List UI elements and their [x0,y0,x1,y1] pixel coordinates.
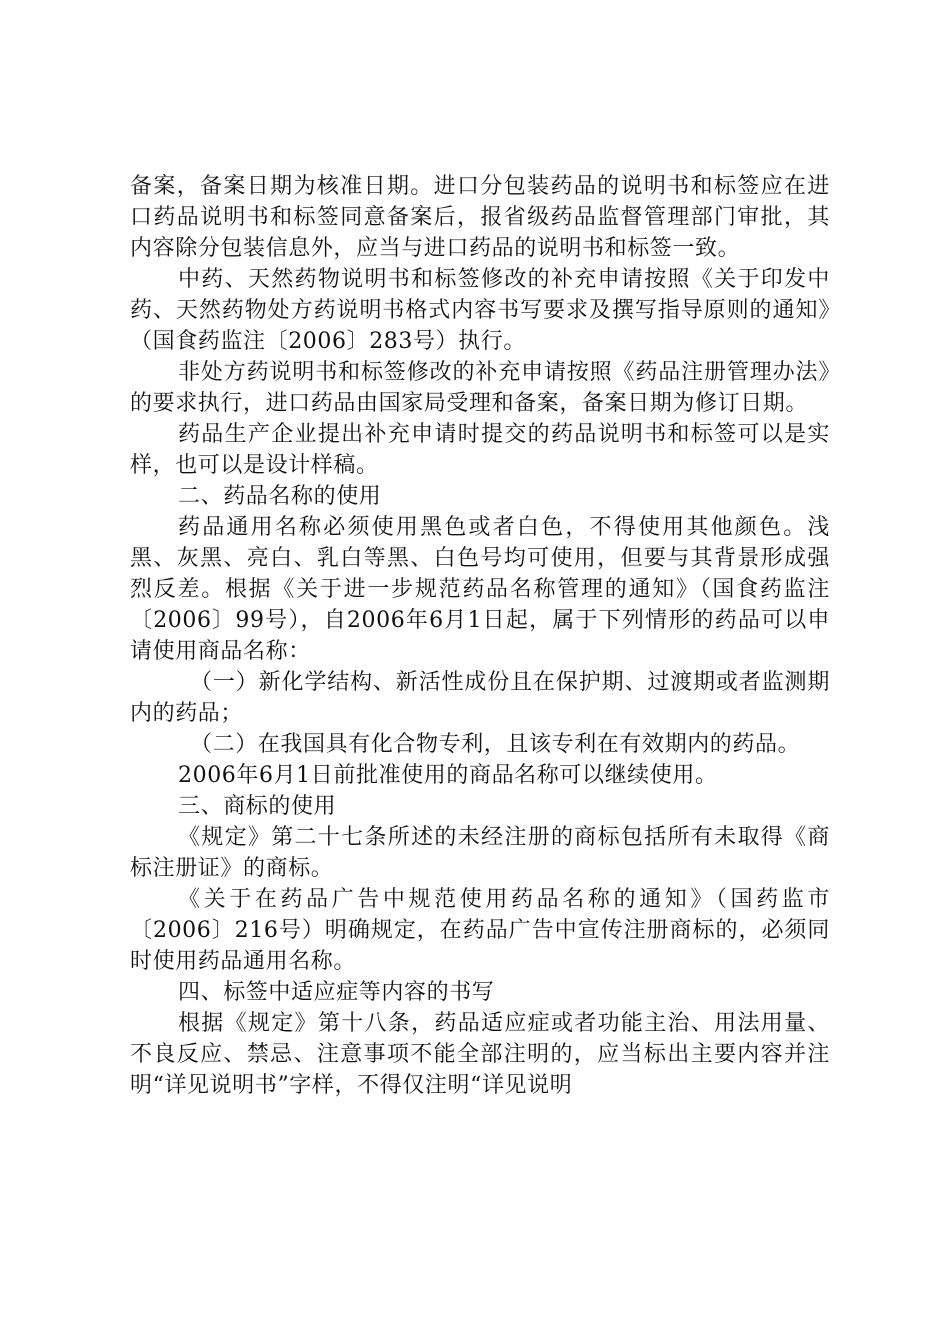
paragraph-5: 药品通用名称必须使用黑色或者白色，不得使用其他颜色。浅黑、灰黑、亮白、乳白等黑、白色号均可使用，但要与其背景形成强烈反差。根据《关于进一步规范药品名称管理的通知》（国食药监注〔2006〕99号），自2006年6月1日起，属于下列情形的药品可以申请使用商品名称： [130,515,830,664]
paragraph-7: 《规定》第二十七条所述的未经注册的商标包括所有未取得《商标注册证》的商标。 [130,825,830,881]
paragraph-9: 根据《规定》第十八条，药品适应症或者功能主治、用法用量、不良反应、禁忌、注意事项不能全部注明的，应当标出主要内容并注明“详见说明书”字样，不得仅注明“详见说明 [130,1011,830,1098]
section-heading-2: 二、药品名称的使用 [178,484,382,509]
paragraph-8: 《关于在药品广告中规范使用药品名称的通知》（国药监市〔2006〕216号）明确规定，在药品广告中宣传注册商标的，必须同时使用药品通用名称。 [130,887,830,974]
paragraph-3: 非处方药说明书和标签修改的补充申请按照《药品注册管理办法》的要求执行，进口药品由国家局受理和备案，备案日期为修订日期。 [130,360,830,416]
list-item-2: （二）在我国具有化合物专利，且该专利在有效期内的药品。 [190,732,801,757]
paragraph-6: 2006年6月1日前批准使用的商品名称可以继续使用。 [178,763,718,788]
list-item-1: （一）新化学结构、新活性成份且在保护期、过渡期或者监测期内的药品； [130,670,830,726]
paragraph-2: 中药、天然药物说明书和标签修改的补充申请按照《关于印发中药、天然药物处方药说明书格式内容书写要求及撰写指导原则的通知》（国食药监注〔2006〕283号）执行。 [130,267,830,354]
document-body [130,171,830,1101]
paragraph-4: 药品生产企业提出补充申请时提交的药品说明书和标签可以是实样，也可以是设计样稿。 [130,422,830,478]
section-heading-3: 三、商标的使用 [178,794,337,819]
section-heading-4: 四、标签中适应症等内容的书写 [178,980,495,1005]
paragraph-1: 备案，备案日期为核准日期。进口分包装药品的说明书和标签应在进口药品说明书和标签同意备案后，报省级药品监督管理部门审批，其内容除分包装信息外，应当与进口药品的说明书和标签一致。 [130,174,830,261]
